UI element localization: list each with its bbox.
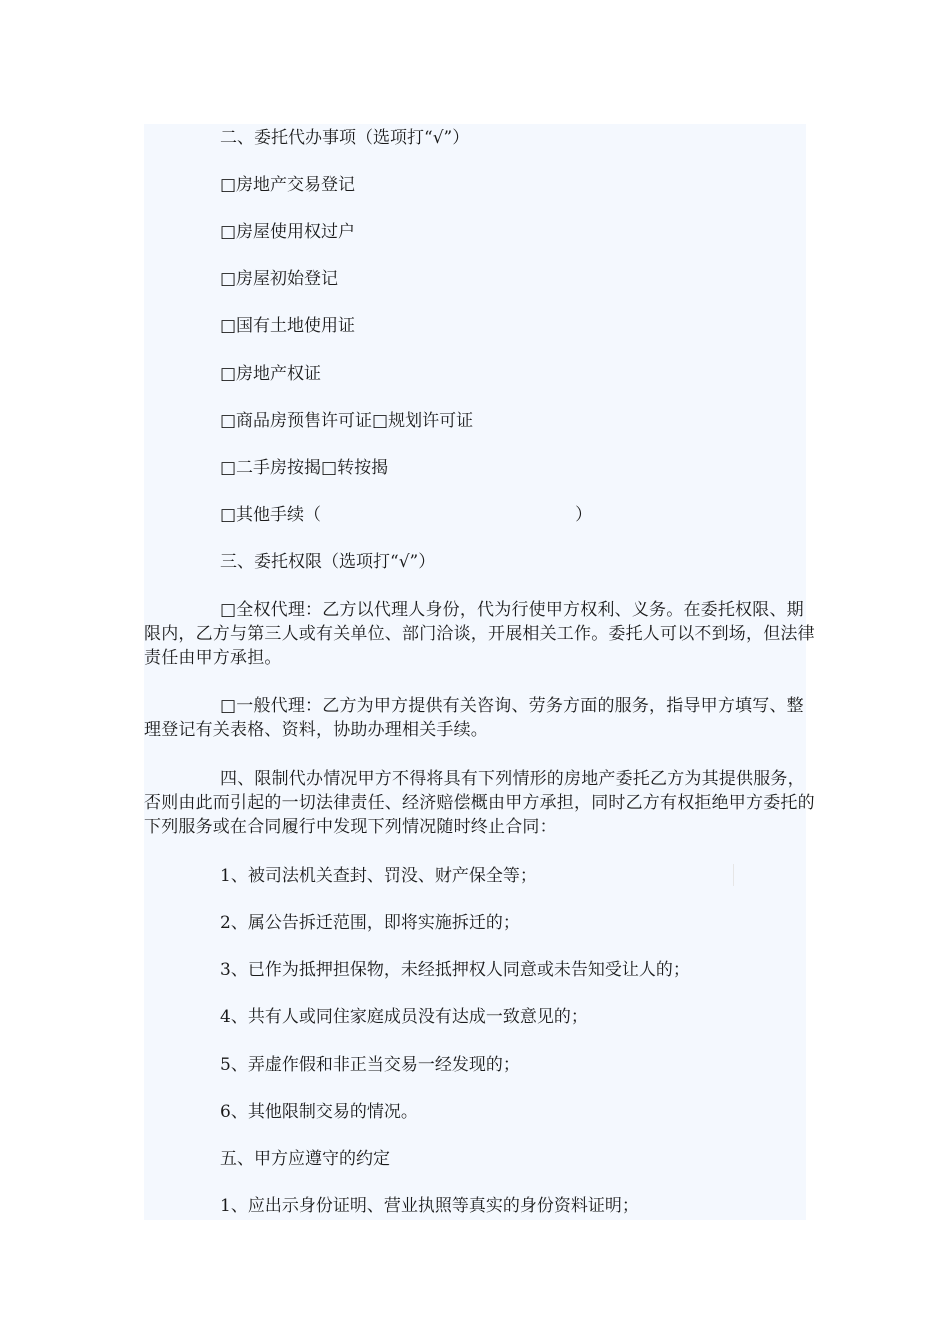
section-4-paragraph: 四、限制代办情况甲方不得将具有下列情形的房地产委托乙方为其提供服务，否则由此而引起的一切法律责任、经济赔偿概由甲方承担，同时乙方有权拒绝甲方委托的下列服务或在合同履行中发现下列情况随时终止合同：: [144, 769, 815, 837]
restriction-item-3: 3、已作为抵押担保物，未经抵押权人同意或未告知受让人的；: [220, 960, 690, 980]
full-agency-paragraph: □全权代理：乙方以代理人身份，代为行使甲方权利、义务。在委托权限、期限内，乙方与第三人或有关单位、部门洽谈，开展相关工作。委托人可以不到场，但法律责任由甲方承担。: [144, 600, 815, 668]
restriction-item-4: 4、共有人或同住家庭成员没有达成一致意见的；: [220, 1007, 588, 1027]
checkbox-item-land-use-certificate: □国有土地使用证: [220, 316, 356, 336]
other-procedures-close: ）: [575, 505, 593, 525]
faint-scan-mark: [733, 864, 734, 886]
checkbox-item-initial-registration: □房屋初始登记: [220, 269, 339, 289]
section-5-heading: 五、甲方应遵守的约定: [220, 1149, 390, 1169]
checkbox-item-usage-right-transfer: □房屋使用权过户: [220, 222, 356, 242]
other-procedures-label: □其他手续（: [220, 505, 322, 525]
checkbox-item-real-estate-registration: □房地产交易登记: [220, 175, 356, 195]
restriction-item-1: 1、被司法机关查封、罚没、财产保全等；: [220, 866, 537, 886]
checkbox-item-mortgage: □二手房按揭□转按揭: [220, 458, 389, 478]
obligation-item-1: 1、应出示身份证明、营业执照等真实的身份资料证明；: [220, 1196, 639, 1216]
section-3-heading: 三、委托权限（选项打“√”）: [220, 552, 436, 572]
section-2-heading: 二、委托代办事项（选项打“√”）: [220, 128, 470, 148]
checkbox-item-other-procedures: [220, 503, 900, 527]
general-agency-paragraph: □一般代理：乙方为甲方提供有关咨询、劳务方面的服务，指导甲方填写、整理登记有关表格、资料，协助办理相关手续。: [144, 696, 804, 740]
restriction-item-5: 5、弄虚作假和非正当交易一经发现的；: [220, 1055, 520, 1075]
restriction-item-6: 6、其他限制交易的情况。: [220, 1102, 418, 1122]
checkbox-item-presale-planning-permit: □商品房预售许可证□规划许可证: [220, 411, 474, 431]
restriction-item-2: 2、属公告拆迁范围，即将实施拆迁的；: [220, 913, 520, 933]
checkbox-item-property-certificate: □房地产权证: [220, 364, 322, 384]
